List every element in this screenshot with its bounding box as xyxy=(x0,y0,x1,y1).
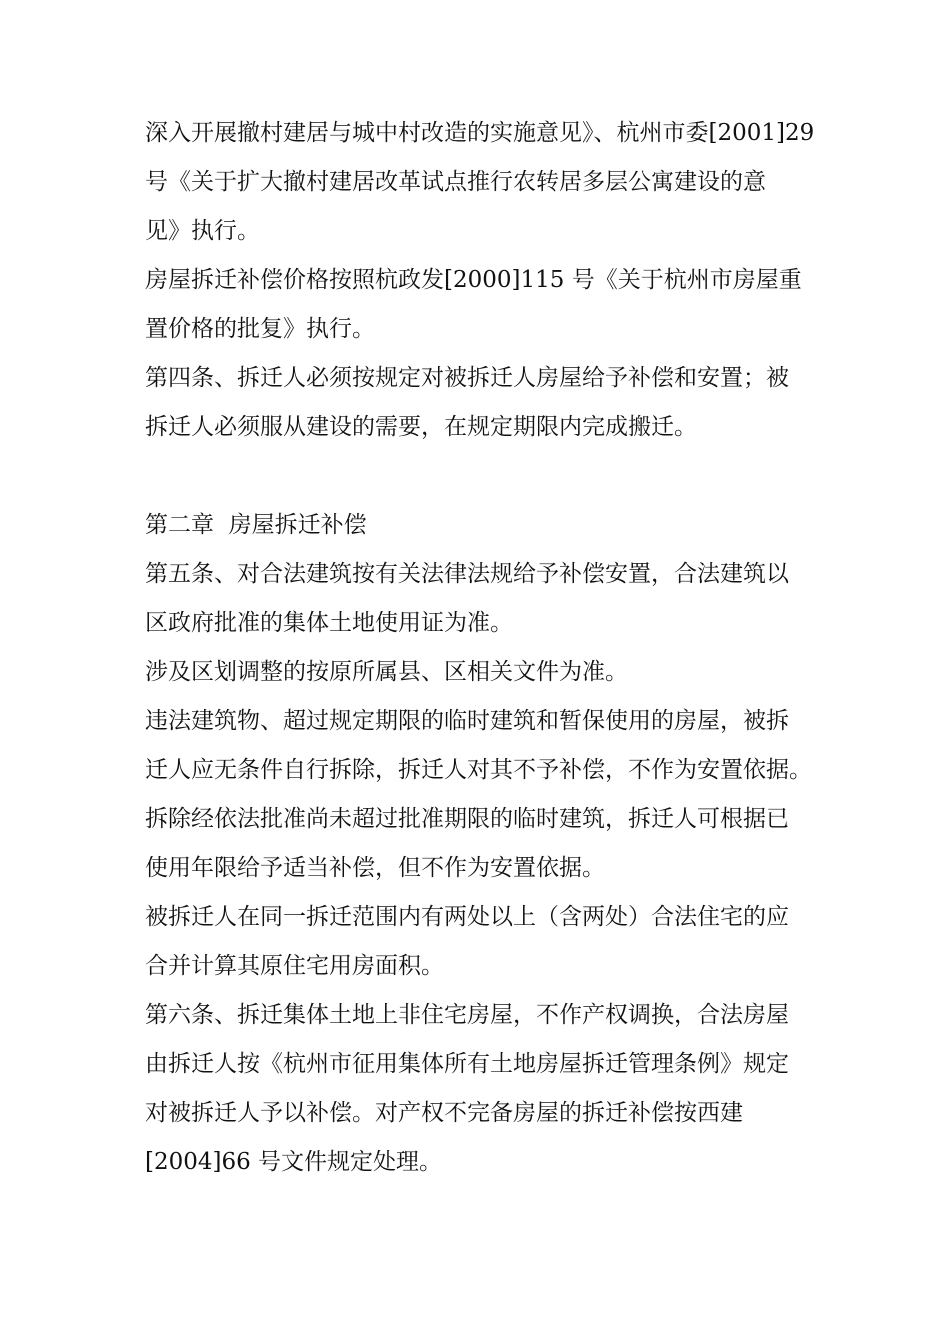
paragraph-line: 第六条、拆迁集体土地上非住宅房屋，不作产权调换，合法房屋 xyxy=(145,1002,789,1028)
paragraph-line: 被拆迁人在同一拆迁范围内有两处以上（含两处）合法住宅的应 xyxy=(145,904,789,930)
paragraph-line: 置价格的批复》执行。 xyxy=(145,316,375,342)
paragraph-9 xyxy=(145,991,810,1187)
paragraph-5 xyxy=(145,648,810,697)
paragraph-line: 由拆迁人按《杭州市征用集体所有土地房屋拆迁管理条例》规定 xyxy=(145,1051,789,1077)
paragraph-line: 拆除经依法批准尚未超过批准期限的临时建筑，拆迁人可根据已 xyxy=(145,806,789,832)
document-body xyxy=(145,109,815,1187)
paragraph-line: 违法建筑物、超过规定期限的临时建筑和暂保使用的房屋，被拆 xyxy=(145,708,789,734)
paragraph-line: 迁人应无条件自行拆除，拆迁人对其不予补偿，不作为安置依据。 xyxy=(145,757,812,783)
paragraph-line: 合并计算其原住宅用房面积。 xyxy=(145,953,444,979)
paragraph-line: 涉及区划调整的按原所属县、区相关文件为准。 xyxy=(145,659,628,685)
paragraph-line: 拆迁人必须服从建设的需要，在规定期限内完成搬迁。 xyxy=(145,414,697,440)
paragraph-line: 第五条、对合法建筑按有关法律法规给予补偿安置，合法建筑以 xyxy=(145,561,789,587)
paragraph-line: 房屋拆迁补偿价格按照杭政发[2000]115 号《关于杭州市房屋重 xyxy=(145,267,802,293)
paragraph-line: 深入开展撤村建居与城中村改造的实施意见》、杭州市委[2001]29 xyxy=(145,120,815,146)
chapter-heading-text: 第二章 房屋拆迁补偿 xyxy=(145,512,367,538)
chapter-heading xyxy=(145,501,810,550)
paragraph-1 xyxy=(145,109,815,256)
paragraph-line: [2004]66 号文件规定处理。 xyxy=(145,1149,443,1175)
blank-line xyxy=(145,452,810,501)
paragraph-line: 使用年限给予适当补偿，但不作为安置依据。 xyxy=(145,855,605,881)
paragraph-line: 对被拆迁人予以补偿。对产权不完备房屋的拆迁补偿按西建 xyxy=(145,1100,743,1126)
paragraph-7 xyxy=(145,795,810,893)
paragraph-4 xyxy=(145,550,810,648)
paragraph-line: 见》执行。 xyxy=(145,218,260,244)
paragraph-2 xyxy=(145,256,810,354)
paragraph-line: 区政府批准的集体土地使用证为准。 xyxy=(145,610,513,636)
paragraph-8 xyxy=(145,893,810,991)
paragraph-6 xyxy=(145,697,810,795)
paragraph-line: 号《关于扩大撤村建居改革试点推行农转居多层公寓建设的意 xyxy=(145,169,766,195)
paragraph-line: 第四条、拆迁人必须按规定对被拆迁人房屋给予补偿和安置；被 xyxy=(145,365,789,391)
paragraph-3 xyxy=(145,354,810,452)
